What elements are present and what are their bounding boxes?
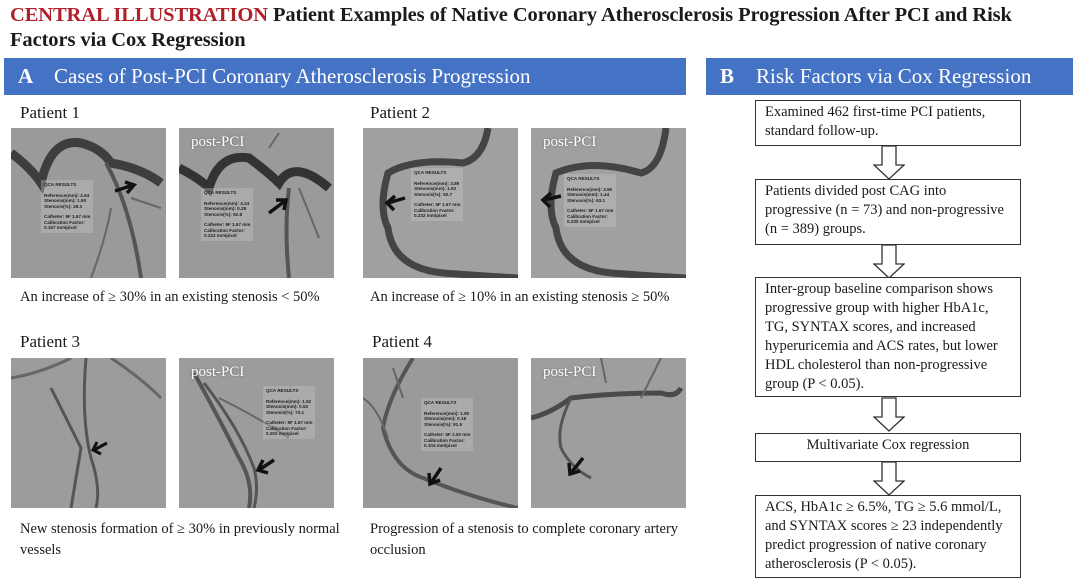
qca-line: 0.167 mm/pixel <box>44 225 77 231</box>
patient-4-label: Patient 4 <box>372 332 432 351</box>
patient-1-caption: An increase of ≥ 30% in an existing stenosis < 50% <box>20 289 320 305</box>
stenosis-arrow-icon <box>363 358 518 508</box>
panel-b-header <box>706 58 1073 95</box>
qca-line: Catheter: 5F 1.67 mm <box>567 208 614 214</box>
qca-line: 0.230 mm/pixel <box>567 219 600 225</box>
down-arrow-icon <box>873 146 905 180</box>
title-label: CENTRAL ILLUSTRATION <box>10 4 268 26</box>
qca-line: Reference(mm): 1.92 <box>266 398 312 404</box>
qca-line: 0.222 mm/pixel <box>204 233 237 239</box>
patient-1-label: Patient 1 <box>20 103 80 122</box>
qca-line: Stenosis(mm): 0.52 <box>266 404 309 410</box>
stenosis-arrow-icon <box>179 358 334 508</box>
post-pci-label: post-PCI <box>191 134 245 150</box>
stenosis-arrow-icon <box>531 128 686 278</box>
patient-3-pre-angiogram <box>11 358 166 508</box>
stenosis-arrow-icon <box>531 358 686 508</box>
patient-2-post-angiogram <box>531 128 686 278</box>
qca-line: Reference(mm): 1.90 <box>424 410 470 416</box>
patient-1-post-angiogram <box>179 128 334 278</box>
panel-a-header <box>4 58 686 95</box>
panel-a-letter: A <box>18 64 34 88</box>
down-arrow-icon <box>873 245 905 279</box>
stenosis-arrow-icon <box>179 128 334 278</box>
qca-line: Catheter: 5F 1.67 mm <box>414 202 461 208</box>
patient-4-caption: Progression of a stenosis to complete coronary artery occlusion <box>370 521 679 558</box>
post-pci-label: post-PCI <box>543 134 597 150</box>
qca-line: Catheter: 5F 1.67 mm <box>204 222 251 228</box>
qca-line: Reference(mm): 3.89 <box>414 180 460 186</box>
qca-line: Stenosis(mm): 0.28 <box>204 206 247 212</box>
patient-1-pre-angiogram <box>11 128 166 278</box>
qca-line: Stenosis(mm): 1.90 <box>44 198 87 204</box>
qca-line: Catheter: 5F 1.67 mm <box>266 420 313 426</box>
qca-line: Calibration Factor: <box>414 207 455 213</box>
qca-line: 0.232 mm/pixel <box>414 213 447 219</box>
panel-b-letter: B <box>720 64 735 88</box>
flow-step-2: Patients divided post CAG into progressive (n = 73) and non-progressive (n = 389) groups. <box>755 179 1021 245</box>
qca-header: QCA RESULTS <box>266 388 299 393</box>
qca-header: QCA RESULTS <box>44 182 77 187</box>
patient-4-pre-angiogram <box>363 358 518 508</box>
qca-line: Calibration Factor: <box>567 213 608 219</box>
patient-2-caption: An increase of ≥ 10% in an existing stenosis ≥ 50% <box>370 289 670 305</box>
flow-step-1: Examined 462 first-time PCI patients, standard follow-up. <box>755 100 1021 146</box>
stenosis-arrow-icon <box>363 128 518 278</box>
patient-3-caption: New stenosis formation of ≥ 30% in previously normal vessels <box>20 521 340 558</box>
qca-header: QCA RESULTS <box>424 400 457 405</box>
patient-2-label: Patient 2 <box>370 103 430 122</box>
qca-line: Stenosis(%): 73.1 <box>266 409 305 415</box>
patient-4-post-angiogram <box>531 358 686 508</box>
qca-line: Calibration Factor: <box>266 425 307 431</box>
qca-line: Catheter: 6F 2.00 mm <box>424 432 471 438</box>
post-pci-label: post-PCI <box>191 364 245 380</box>
qca-line: Reference(mm): 2.64 <box>44 192 90 198</box>
qca-line: Stenosis(%): 91.5 <box>424 421 463 427</box>
qca-line: Calibration Factor: <box>424 437 465 443</box>
qca-line: Stenosis(mm): 0.18 <box>424 416 467 422</box>
qca-line: Calibration Factor: <box>204 227 245 233</box>
qca-line: 0.104 mm/pixel <box>424 443 457 449</box>
qca-header: QCA RESULTS <box>204 190 237 195</box>
qca-line: Stenosis(%): 92.8 <box>204 211 243 217</box>
patient-3-label: Patient 3 <box>20 332 80 351</box>
stenosis-arrow-icon <box>11 358 166 508</box>
flow-step-5: ACS, HbA1c ≥ 6.5%, TG ≥ 5.6 mmol/L, and SYNTAX scores ≥ 23 independently predict progression of native coronary atherosclerosis (P < 0.05). <box>755 495 1021 578</box>
qca-line: Reference(mm): 3.90 <box>567 186 613 192</box>
qca-line: Catheter: 5F 1.67 mm <box>44 214 91 220</box>
qca-line: Calibration Factor: <box>44 219 85 225</box>
flow-step-4: Multivariate Cox regression <box>755 433 1021 462</box>
qca-line: Stenosis(%): 63.1 <box>567 197 606 203</box>
down-arrow-icon <box>873 397 905 433</box>
figure-title <box>10 3 1070 53</box>
qca-line: Stenosis(mm): 1.92 <box>414 186 457 192</box>
qca-line: Stenosis(mm): 1.44 <box>567 192 610 198</box>
patient-2-pre-angiogram <box>363 128 518 278</box>
panel-b-heading: Risk Factors via Cox Regression <box>756 64 1032 88</box>
title-text: Patient Examples of Native Coronary Atherosclerosis Progression After PCI and Risk Factors via Cox Regression <box>10 4 1012 51</box>
down-arrow-icon <box>873 462 905 496</box>
qca-header: QCA RESULTS <box>414 170 447 175</box>
stenosis-arrow-icon <box>11 128 166 278</box>
qca-line: 0.202 mm/pixel <box>266 431 299 437</box>
qca-line: Reference(mm): 3.24 <box>204 200 250 206</box>
post-pci-label: post-PCI <box>543 364 597 380</box>
flow-step-3: Inter-group baseline comparison shows progressive group with higher HbA1c, TG, SYNTAX scores, and increased hyperuricemia and ACS rates, but lower HDL cholesterol than non-progressive group (P < 0.05). <box>755 277 1021 397</box>
panel-a-heading: Cases of Post-PCI Coronary Atherosclerosis Progression <box>54 64 531 88</box>
qca-header: QCA RESULTS <box>567 176 600 181</box>
patient-3-post-angiogram <box>179 358 334 508</box>
qca-line: Stenosis(%): 50.7 <box>414 191 453 197</box>
qca-line: Stenosis(%): 28.3 <box>44 203 83 209</box>
